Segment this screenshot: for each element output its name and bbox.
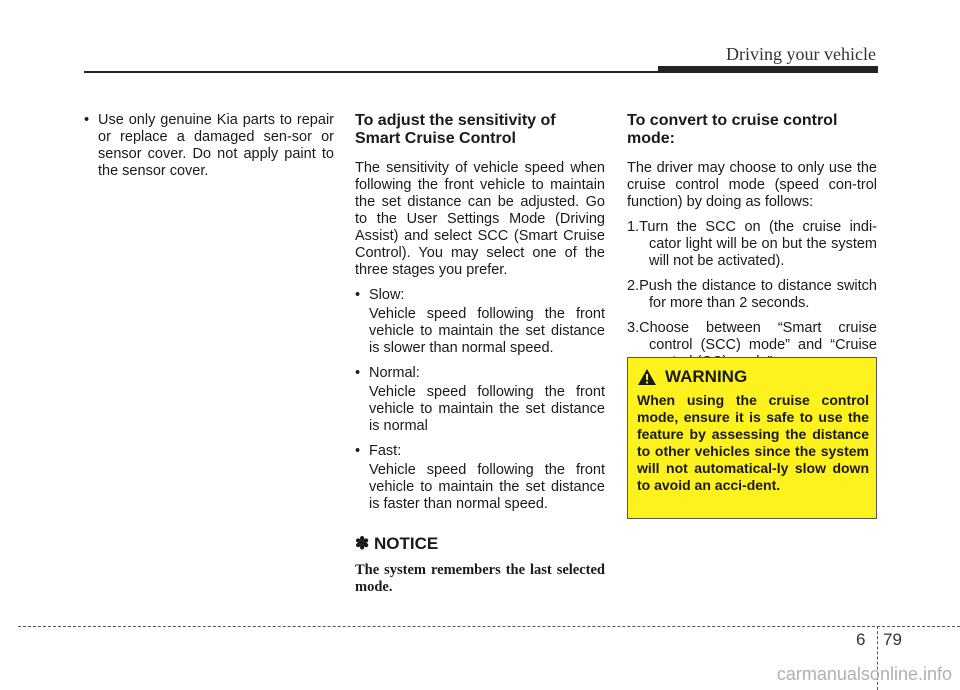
bullet-item [84,112,334,180]
warning-text: When using the cruise control mode, ensure it is safe to use the feature by assessing the distance to other vehicles since the system will not automatical-ly slow down to avoid an acci-dent. [637,392,869,493]
option-fast [355,443,605,460]
warning-title: WARNING [665,367,748,386]
watermark: carmanualsonline.info [776,664,952,684]
option-desc: Vehicle speed following the front vehicle to maintain the set distance is faster than normal speed. [369,462,605,512]
bullet-text: Use only genuine Kia parts to repair or replace a damaged sen-sor or sensor cover. Do not apply paint to the sensor cover. [98,112,334,179]
warning-box [627,357,877,519]
chapter-number: 6 [856,630,866,649]
convert-intro: The driver may choose to only use the cruise control mode (speed con-trol function) by doing as follows: [627,160,877,210]
option-normal [355,365,605,382]
footer-rule [18,626,960,627]
option-label: Normal: [369,365,420,381]
option-desc: Vehicle speed following the front vehicle to maintain the set distance is normal [369,384,605,434]
header-rule-thick [658,66,878,73]
option-label: Fast: [369,443,402,459]
step-item: 1.Turn the SCC on (the cruise indi-cator light will be on but the system will not be activated). [627,219,877,269]
bullet-icon: • [355,287,361,303]
notice-text: The system remembers the last selected mode. [355,562,605,595]
column-left [84,112,334,188]
step-item: 2.Push the distance to distance switch for more than 2 seconds. [627,278,877,311]
option-desc: Vehicle speed following the front vehicle to maintain the set distance is slower than normal speed. [369,306,605,356]
warning-triangle-icon [637,368,657,386]
sensitivity-heading: To adjust the sensitivity of Smart Cruise Control [355,112,556,147]
page-header-title: Driving your vehicle [726,44,876,64]
sensitivity-intro: The sensitivity of vehicle speed when following the front vehicle to maintain the set distance can be adjusted. Go to the User Settings Mode (Driving Assist) and select SCC (Smart Cruise Control). You may select one of the three stages you prefer. [355,160,605,278]
column-middle [355,112,605,604]
convert-heading: To convert to cruise control mode: [627,112,838,147]
notice-title: ✽ NOTICE [355,534,439,553]
bullet-icon: • [355,443,361,459]
page-number: 79 [883,630,902,649]
step-item: 3.Choose between “Smart cruise control (SCC) mode” and “Cruise [627,320,877,353]
header-rule-thin [84,71,660,73]
option-label: Slow: [369,287,405,303]
bullet-icon: • [355,365,361,381]
warning-header [637,367,747,387]
column-right [627,112,877,379]
bullet-icon: • [84,112,90,128]
option-slow [355,287,605,304]
